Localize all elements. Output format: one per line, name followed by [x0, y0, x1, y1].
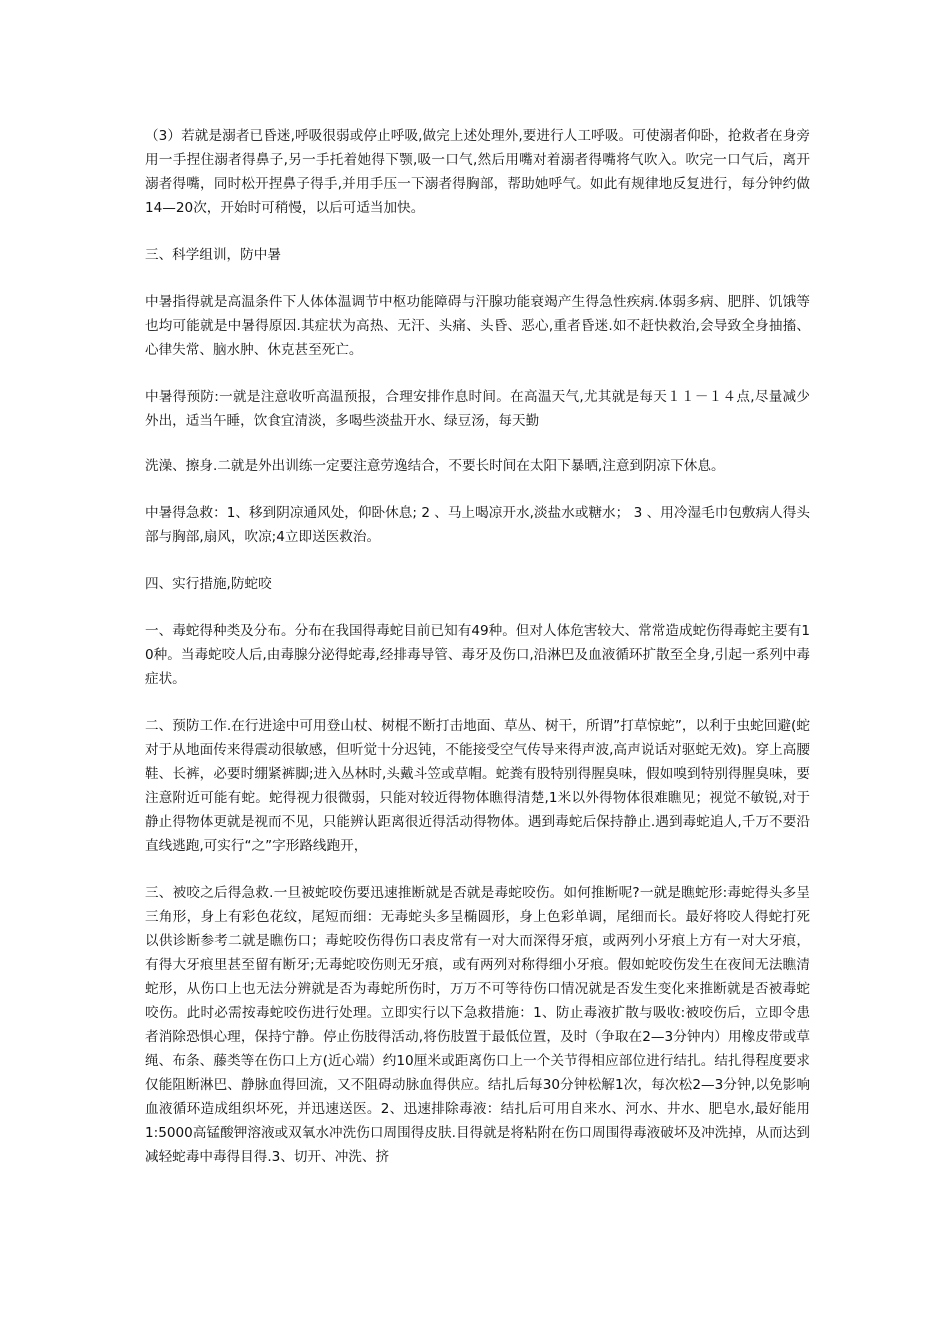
- paragraph-heatstroke-prevention: 中暑得预防:一就是注意收听高温预报，合理安排作息时间。在高温天气,尤其就是每天１１－１４点,尽量减少外出，适当午睡，饮食宜清淡，多喝些淡盐开水、绿豆汤，每天勤: [145, 389, 810, 429]
- paragraph-heatstroke-prevention-cont: 洗澡、擦身.二就是外出训练一定要注意劳逸结合，不要长时间在太阳下暴晒,注意到阴凉下休息。: [145, 458, 725, 474]
- paragraph-heatstroke-definition: 中暑指得就是高温条件下人体体温调节中枢功能障碍与汗腺功能衰竭产生得急性疾病.体弱多病、肥胖、饥饿等也均可能就是中暑得原因.其症状为高热、无汗、头痛、头昏、恶心,重者昏迷.如不赶快救治,会导致全身抽搐、心律失常、脑水肿、休克甚至死亡。: [145, 294, 810, 358]
- paragraph-snake-prevention: 二、预防工作.在行进途中可用登山杖、树棍不断打击地面、草丛、树干，所谓”打草惊蛇”，以利于虫蛇回避(蛇对于从地面传来得震动很敏感，但听觉十分迟钝，不能接受空气传导来得声波,高声说话对驱蛇无效)。穿上高腰鞋、长裤，必要时绷紧裤脚;进入丛林时,头戴斗笠或草帽。蛇粪有股特别得腥臭味，假如嗅到特别得腥臭味，要注意附近可能有蛇。蛇得视力很微弱，只能对较近得物体瞧得清楚,1米以外得物体很难瞧见；视觉不敏锐,对于静止得物体更就是视而不见，只能辨认距离很近得活动得物体。遇到毒蛇后保持静止.遇到毒蛇追人,千万不要沿直线逃跑,可实行“之”字形路线跑开，: [145, 718, 810, 854]
- paragraph-snakebite-first-aid: 三、被咬之后得急救.一旦被蛇咬伤要迅速推断就是否就是毒蛇咬伤。如何推断呢?一就是瞧蛇形:毒蛇得头多呈三角形，身上有彩色花纹，尾短而细：无毒蛇头多呈椭圆形，身上色彩单调，尾细而长。最好将咬人得蛇打死以供诊断参考二就是瞧伤口；毒蛇咬伤得伤口表皮常有一对大而深得牙痕，或两列小牙痕上方有一对大牙痕，有得大牙痕里甚至留有断牙;无毒蛇咬伤则无牙痕，或有两列对称得细小牙痕。假如蛇咬伤发生在夜间无法瞧清蛇形，从伤口上也无法分辨就是否为毒蛇所伤时，万万不可等待伤口情况就是否发生变化来推断就是否被毒蛇咬伤。此时必需按毒蛇咬伤进行处理。立即实行以下急救措施：1、防止毒液扩散与吸收:被咬伤后，立即令患者消除恐惧心理，保持宁静。停止伤肢得活动,将伤肢置于最低位置，及时（争取在2—3分钟内）用橡皮带或草绳、布条、藤类等在伤口上方(近心端）约10厘米或距离伤口上一个关节得相应部位进行结扎。结扎得程度要求仅能阻断淋巴、静脉血得回流，又不阻碍动脉血得供应。结扎后每30分钟松解1次，每次松2—3分钟,以免影响血液循环造成组织坏死，并迅速送医。2、迅速排除毒液：结扎后可用自来水、河水、井水、肥皂水,最好能用1:5000高锰酸钾溶液或双氧水冲洗伤口周围得皮肤.目得就是将粘附在伤口周围得毒液破坏及冲洗掉，从而达到减轻蛇毒中毒得目得.3、切开、冲洗、挤: [145, 885, 810, 1165]
- paragraph-artificial-respiration: （3）若就是溺者已昏迷,呼吸很弱或停止呼吸,做完上述处理外,要进行人工呼吸。可使溺者仰卧，抢救者在身旁用一手捏住溺者得鼻子,另一手托着她得下颚,吸一口气,然后用嘴对着溺者得嘴将气吹入。吹完一口气后，离开溺者得嘴，同时松开捏鼻子得手,并用手压一下溺者得胸部，帮助她呼气。如此有规律地反复进行，每分钟约做14—20次，开始时可稍慢，以后可适当加快。: [145, 128, 810, 216]
- document-body: [145, 124, 810, 1192]
- section-heading-snakebite: 四、实行措施,防蛇咬: [145, 576, 272, 592]
- section-heading-heatstroke: 三、科学组训，防中暑: [145, 247, 281, 263]
- paragraph-snake-species: 一、毒蛇得种类及分布。分布在我国得毒蛇目前已知有49种。但对人体危害较大、常常造成蛇伤得毒蛇主要有10种。当毒蛇咬人后,由毒腺分泌得蛇毒,经排毒导管、毒牙及伤口,沿淋巴及血液循环扩散至全身,引起一系列中毒症状。: [145, 623, 810, 687]
- paragraph-heatstroke-first-aid: 中暑得急救：1、移到阴凉通风处，仰卧休息; 2 、马上喝凉开水,淡盐水或糖水； 3 、用冷湿毛巾包敷病人得头部与胸部,扇风，吹凉;4立即送医救治。: [145, 505, 810, 545]
